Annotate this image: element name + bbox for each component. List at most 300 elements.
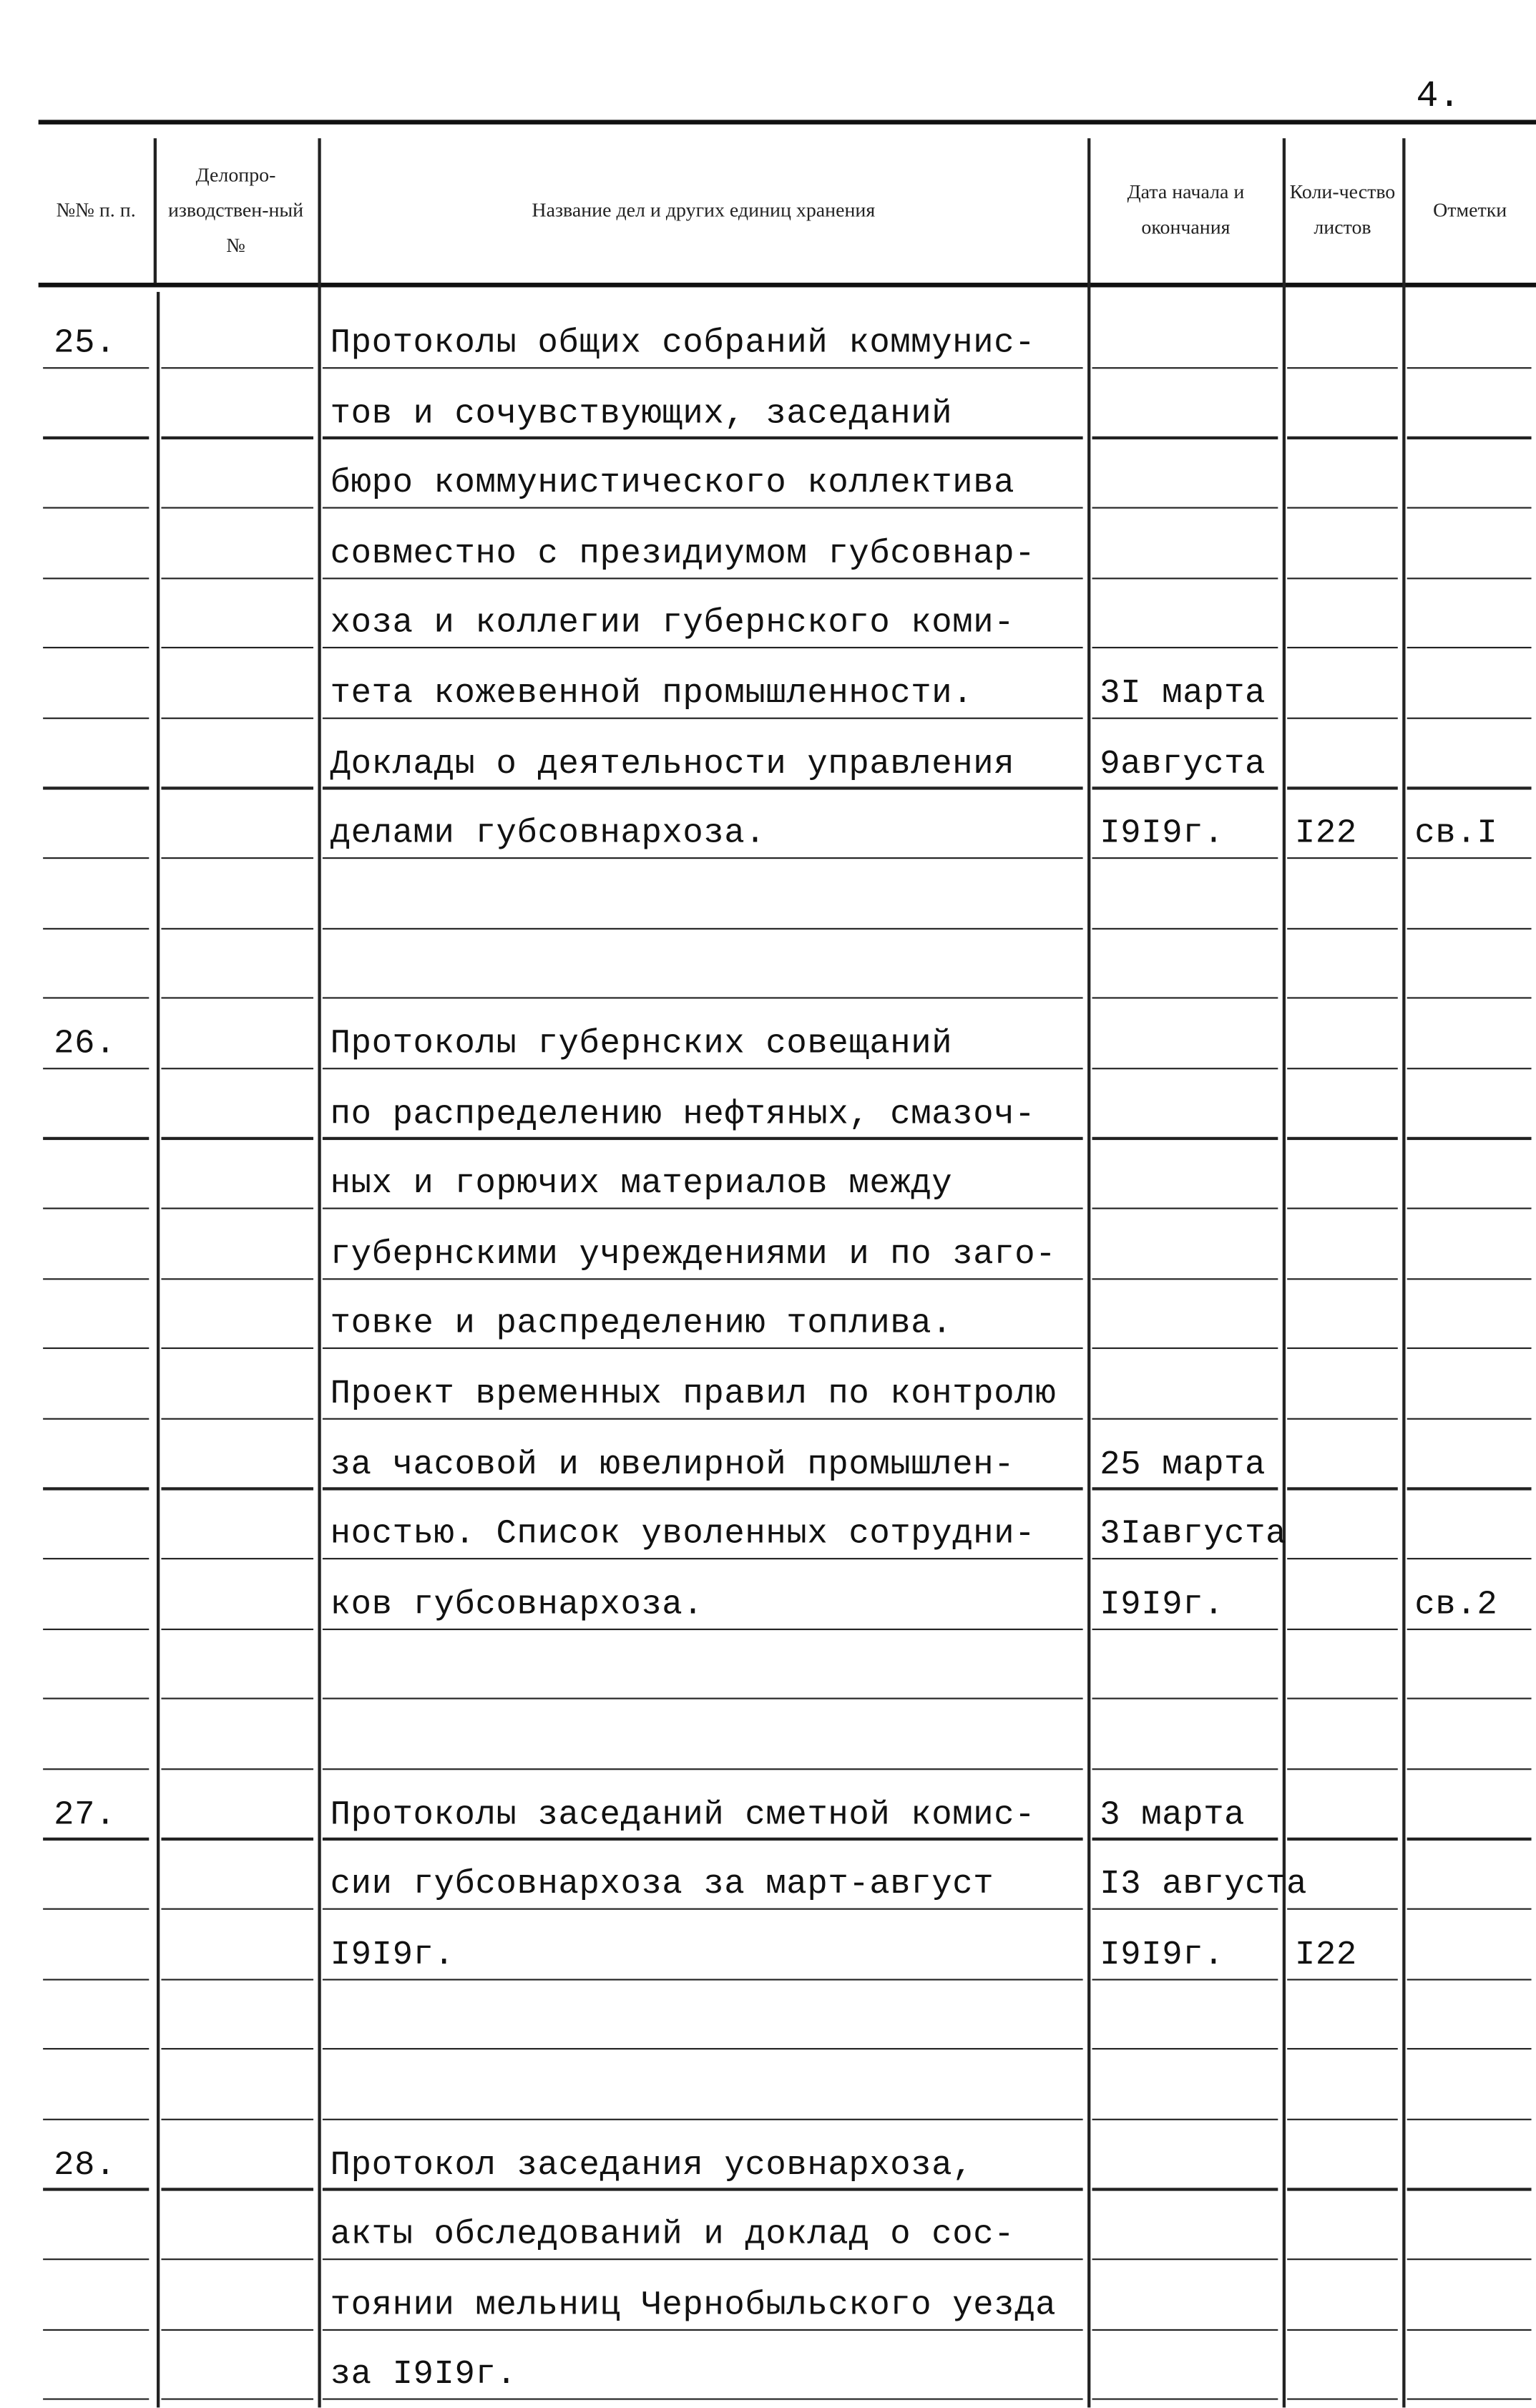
table-row xyxy=(0,862,1536,932)
cell-note xyxy=(1402,1002,1536,1073)
cell-number xyxy=(39,932,154,1003)
ruled-line xyxy=(1407,2118,1532,2120)
ruled-line xyxy=(1407,1558,1532,1560)
cell-number xyxy=(39,1913,154,1984)
ruled-line xyxy=(161,1488,313,1490)
ruled-line xyxy=(1287,1137,1398,1139)
ruled-line xyxy=(161,927,313,930)
cell-dates xyxy=(1087,1562,1283,1633)
ruled-line xyxy=(43,647,149,649)
cell-number xyxy=(39,1492,154,1563)
cell-number xyxy=(39,651,154,722)
cell-number xyxy=(39,1702,154,1773)
ruled-line xyxy=(43,2118,149,2120)
ruled-line xyxy=(161,717,313,719)
cell-sheets xyxy=(1283,2122,1402,2193)
entry-title-line: тоянии мельниц Чернобыльского уезда xyxy=(330,2286,1057,2324)
cell-dates xyxy=(1087,1072,1283,1143)
table-row xyxy=(0,1002,1536,1073)
cell-note xyxy=(1402,581,1536,652)
ruled-line xyxy=(323,2329,1083,2331)
entry-sheet-count: I22 xyxy=(1294,1935,1357,1974)
cell-dates xyxy=(1087,2193,1283,2263)
ruled-line xyxy=(1287,2048,1398,2050)
cell-number xyxy=(39,2263,154,2334)
table-row xyxy=(0,1072,1536,1143)
entry-title-line: акты обследований и доклад о сос- xyxy=(330,2216,1015,2255)
cell-dates xyxy=(1087,791,1283,862)
cell-note xyxy=(1402,1072,1536,1143)
ruled-line xyxy=(43,2329,149,2331)
cell-sheets xyxy=(1283,862,1402,932)
header-notes: Отметки xyxy=(1433,197,1507,221)
cell-office-number xyxy=(157,1562,318,1633)
ruled-line xyxy=(1092,577,1278,579)
cell-title xyxy=(318,581,1087,652)
cell-office-number xyxy=(157,791,318,862)
ruled-line xyxy=(1407,1277,1532,1279)
cell-dates xyxy=(1087,862,1283,932)
ruled-line xyxy=(323,1347,1083,1350)
cell-office-number xyxy=(157,2193,318,2263)
ruled-line xyxy=(43,437,149,439)
ruled-line xyxy=(161,1277,313,1279)
entry-title-line: ностью. Список уволенных сотрудни- xyxy=(330,1515,1036,1554)
ruled-line xyxy=(1287,2329,1398,2331)
entry-date: 3 марта xyxy=(1100,1795,1246,1834)
cell-sheets xyxy=(1283,1422,1402,1493)
table-row xyxy=(0,1843,1536,1914)
header-dates: Дата начала и окончания xyxy=(1127,180,1245,238)
cell-sheets xyxy=(1283,651,1402,722)
ruled-line xyxy=(1287,1488,1398,1490)
ruled-line xyxy=(1092,366,1278,369)
cell-title xyxy=(318,862,1087,932)
cell-number xyxy=(39,581,154,652)
cell-number xyxy=(39,1773,154,1843)
ruled-line xyxy=(1407,1768,1532,1770)
cell-office-number xyxy=(157,1282,318,1352)
cell-note xyxy=(1402,1562,1536,1633)
ruled-line xyxy=(1407,1698,1532,1700)
cell-office-number xyxy=(157,442,318,512)
header-number: №№ п. п. xyxy=(56,197,136,221)
cell-sheets xyxy=(1283,2263,1402,2334)
cell-sheets xyxy=(1283,1282,1402,1352)
cell-title xyxy=(318,932,1087,1003)
entry-title-line: Протокол заседания усовнархоза, xyxy=(330,2145,974,2185)
ruled-line xyxy=(43,1698,149,1700)
cell-note xyxy=(1402,2122,1536,2193)
ruled-line xyxy=(43,2399,149,2401)
cell-dates xyxy=(1087,371,1283,442)
ruled-line xyxy=(1287,2188,1398,2190)
ruled-line xyxy=(1092,2118,1278,2120)
ruled-line xyxy=(1287,927,1398,930)
ruled-line xyxy=(1407,2329,1532,2331)
ruled-line xyxy=(1287,577,1398,579)
cell-note xyxy=(1402,2333,1536,2404)
ruled-line xyxy=(161,577,313,579)
table-row xyxy=(0,1773,1536,1843)
cell-office-number xyxy=(157,651,318,722)
ruled-line xyxy=(43,366,149,369)
ruled-line xyxy=(1092,2329,1278,2331)
ruled-line xyxy=(1287,366,1398,369)
ruled-line xyxy=(1407,927,1532,930)
cell-dates xyxy=(1087,1913,1283,1984)
cell-dates xyxy=(1087,512,1283,582)
cell-dates xyxy=(1087,581,1283,652)
cell-title xyxy=(318,301,1087,372)
ruled-line xyxy=(161,2329,313,2331)
cell-sheets xyxy=(1283,791,1402,862)
entry-date: I3 августа xyxy=(1100,1865,1308,1904)
cell-dates xyxy=(1087,442,1283,512)
ruled-line xyxy=(1092,1068,1278,1070)
cell-note xyxy=(1402,371,1536,442)
ruled-line xyxy=(161,2118,313,2120)
ruled-line xyxy=(1092,1908,1278,1910)
cell-number xyxy=(39,1212,154,1283)
cell-dates xyxy=(1087,1773,1283,1843)
cell-office-number xyxy=(157,371,318,442)
ruled-line xyxy=(1407,717,1532,719)
cell-title xyxy=(318,1352,1087,1423)
ruled-line xyxy=(323,1628,1083,1630)
cell-sheets xyxy=(1283,581,1402,652)
cell-office-number xyxy=(157,1492,318,1563)
ruled-line xyxy=(1287,1908,1398,1910)
ruled-line xyxy=(1407,1978,1532,1980)
entry-title-line: тов и сочувствующих, заседаний xyxy=(330,394,953,433)
entry-title-line: Протоколы губернских совещаний xyxy=(330,1025,953,1063)
cell-sheets xyxy=(1283,721,1402,792)
cell-sheets xyxy=(1283,932,1402,1003)
cell-note xyxy=(1402,2263,1536,2334)
ruled-line xyxy=(1407,577,1532,579)
ruled-line xyxy=(1092,1207,1278,1209)
cell-number xyxy=(39,2333,154,2404)
cell-title xyxy=(318,512,1087,582)
cell-title xyxy=(318,651,1087,722)
cell-title xyxy=(318,1492,1087,1563)
ruled-line xyxy=(323,2118,1083,2120)
cell-dates xyxy=(1087,2052,1283,2123)
cell-office-number xyxy=(157,1702,318,1773)
cell-sheets xyxy=(1283,2052,1402,2123)
entry-title-line: бюро коммунистического коллектива xyxy=(330,464,1015,503)
cell-office-number xyxy=(157,932,318,1003)
cell-sheets xyxy=(1283,1212,1402,1283)
cell-sheets xyxy=(1283,1002,1402,1073)
cell-title xyxy=(318,1142,1087,1213)
cell-note xyxy=(1402,512,1536,582)
ruled-line xyxy=(1407,1068,1532,1070)
ruled-line xyxy=(323,1698,1083,1700)
ruled-line xyxy=(161,1207,313,1209)
cell-dates xyxy=(1087,651,1283,722)
cell-sheets xyxy=(1283,1142,1402,1213)
entry-note: св.I xyxy=(1414,814,1498,853)
cell-note xyxy=(1402,2052,1536,2123)
cell-note xyxy=(1402,1632,1536,1703)
cell-sheets xyxy=(1283,1773,1402,1843)
ruled-line xyxy=(1287,857,1398,859)
cell-dates xyxy=(1087,2122,1283,2193)
ruled-line xyxy=(1407,998,1532,1000)
cell-sheets xyxy=(1283,1072,1402,1143)
ruled-line xyxy=(161,366,313,369)
ruled-line xyxy=(1407,787,1532,789)
ruled-line xyxy=(323,437,1083,439)
cell-number xyxy=(39,1142,154,1213)
entry-date: I9I9г. xyxy=(1100,1585,1225,1624)
cell-note xyxy=(1402,721,1536,792)
ruled-line xyxy=(43,1068,149,1070)
cell-number xyxy=(39,1422,154,1493)
ruled-line xyxy=(1407,1137,1532,1139)
entry-title-line: по распределению нефтяных, смазоч- xyxy=(330,1094,1036,1134)
table-row xyxy=(0,1632,1536,1703)
ruled-line xyxy=(161,1418,313,1420)
entry-date: 25 марта xyxy=(1100,1445,1266,1484)
entry-title-line: Протоколы заседаний сметной комис- xyxy=(330,1795,1036,1834)
entry-number: 28. xyxy=(54,2145,117,2185)
ruled-line xyxy=(1092,1628,1278,1630)
ruled-line xyxy=(323,1277,1083,1279)
header-top-rule xyxy=(39,120,1536,124)
cell-note xyxy=(1402,1212,1536,1283)
ruled-line xyxy=(1407,1488,1532,1490)
cell-note xyxy=(1402,301,1536,372)
cell-note xyxy=(1402,2193,1536,2263)
table-row xyxy=(0,651,1536,722)
cell-dates xyxy=(1087,721,1283,792)
cell-office-number xyxy=(157,1982,318,2053)
entry-title-line: губернскими учреждениями и по заго- xyxy=(330,1234,1057,1274)
cell-title xyxy=(318,371,1087,442)
ruled-line xyxy=(1092,647,1278,649)
ruled-line xyxy=(323,2258,1083,2261)
cell-number xyxy=(39,1002,154,1073)
cell-dates xyxy=(1087,1422,1283,1493)
table-row xyxy=(0,932,1536,1003)
cell-sheets xyxy=(1283,1982,1402,2053)
ruled-line xyxy=(1407,1908,1532,1910)
ruled-line xyxy=(323,1768,1083,1770)
table-row xyxy=(0,1422,1536,1493)
ruled-line xyxy=(1287,998,1398,1000)
ruled-line xyxy=(323,1207,1083,1209)
ruled-line xyxy=(161,857,313,859)
cell-number xyxy=(39,2122,154,2193)
table-row xyxy=(0,1352,1536,1423)
ruled-line xyxy=(1092,998,1278,1000)
cell-note xyxy=(1402,791,1536,862)
ruled-line xyxy=(1407,857,1532,859)
table-row xyxy=(0,1282,1536,1352)
cell-dates xyxy=(1087,1492,1287,1563)
entry-title-line: Проект временных правил по контролю xyxy=(330,1375,1057,1414)
entry-number: 26. xyxy=(54,1025,117,1063)
cell-dates xyxy=(1087,1702,1283,1773)
cell-title xyxy=(318,442,1087,512)
ruled-line xyxy=(1092,1277,1278,1279)
cell-dates xyxy=(1087,1982,1283,2053)
table-row xyxy=(0,2122,1536,2193)
ruled-line xyxy=(1287,787,1398,789)
ruled-line xyxy=(1092,2258,1278,2261)
cell-note xyxy=(1402,1352,1536,1423)
cell-title xyxy=(318,2333,1087,2404)
cell-title xyxy=(318,1282,1087,1352)
cell-sheets xyxy=(1283,301,1402,372)
entry-number: 27. xyxy=(54,1795,117,1834)
ruled-line xyxy=(1407,2258,1532,2261)
table-row xyxy=(0,2193,1536,2263)
ruled-line xyxy=(323,1418,1083,1420)
ruled-line xyxy=(323,857,1083,859)
ruled-line xyxy=(1092,1978,1278,1980)
header-sheets: Коли-чество листов xyxy=(1289,180,1396,238)
ruled-line xyxy=(43,857,149,859)
ruled-line xyxy=(161,1068,313,1070)
ruled-line xyxy=(1407,2188,1532,2190)
cell-number xyxy=(39,721,154,792)
ruled-line xyxy=(1287,1207,1398,1209)
cell-office-number xyxy=(157,862,318,932)
cell-dates xyxy=(1087,1002,1283,1073)
cell-sheets xyxy=(1283,1352,1402,1423)
cell-dates xyxy=(1087,2263,1283,2334)
cell-sheets xyxy=(1283,442,1402,512)
ruled-line xyxy=(323,927,1083,930)
ruled-line xyxy=(323,998,1083,1000)
cell-title xyxy=(318,1212,1087,1283)
cell-note xyxy=(1402,862,1536,932)
cell-office-number xyxy=(157,1632,318,1703)
ruled-line xyxy=(323,717,1083,719)
ruled-line xyxy=(161,2048,313,2050)
ruled-line xyxy=(43,1418,149,1420)
cell-number xyxy=(39,371,154,442)
entry-title-line: I9I9г. xyxy=(330,1935,455,1974)
ruled-line xyxy=(43,2048,149,2050)
entry-date: 9августа xyxy=(1100,744,1266,784)
entry-title-line: делами губсовнархоза. xyxy=(330,814,766,853)
entry-title-line: за часовой и ювелирной промышлен- xyxy=(330,1445,1015,1484)
cell-number xyxy=(39,1843,154,1914)
cell-office-number xyxy=(157,1072,318,1143)
ruled-line xyxy=(161,647,313,649)
header-bottom-rule xyxy=(39,283,1536,287)
cell-title xyxy=(318,1773,1087,1843)
table-row xyxy=(0,1982,1536,2053)
ruled-line xyxy=(1287,1978,1398,1980)
ruled-line xyxy=(1092,927,1278,930)
ruled-line xyxy=(323,2188,1083,2190)
ruled-line xyxy=(161,1698,313,1700)
cell-note xyxy=(1402,1142,1536,1213)
entry-title-line: сии губсовнархоза за март-август xyxy=(330,1865,994,1904)
header-office-number: Делопро-изводствен-ный № xyxy=(167,162,304,256)
cell-dates xyxy=(1087,932,1283,1003)
ruled-line xyxy=(1407,1207,1532,1209)
cell-dates xyxy=(1087,1632,1283,1703)
table-row xyxy=(0,721,1536,792)
ruled-line xyxy=(161,998,313,1000)
ruled-line xyxy=(43,1558,149,1560)
cell-title xyxy=(318,791,1087,862)
table-row xyxy=(0,1492,1536,1563)
ruled-line xyxy=(1407,507,1532,509)
table-row xyxy=(0,1212,1536,1283)
cell-title xyxy=(318,1072,1087,1143)
ruled-line xyxy=(1287,1418,1398,1420)
ruled-line xyxy=(43,507,149,509)
entry-title-line: ков губсовнархоза. xyxy=(330,1585,704,1624)
ruled-line xyxy=(161,2258,313,2261)
cell-number xyxy=(39,301,154,372)
entry-note: св.2 xyxy=(1414,1585,1498,1624)
ruled-line xyxy=(161,1558,313,1560)
ruled-line xyxy=(1092,1347,1278,1350)
entry-title-line: Протоколы общих собраний коммунис- xyxy=(330,324,1036,363)
header-title: Название дел и других единиц хранения xyxy=(532,197,876,221)
cell-note xyxy=(1402,442,1536,512)
cell-title xyxy=(318,1002,1087,1073)
ruled-line xyxy=(1287,1068,1398,1070)
ruled-line xyxy=(323,2048,1083,2050)
ruled-line xyxy=(161,1768,313,1770)
ruled-line xyxy=(1407,2048,1532,2050)
ruled-line xyxy=(323,1558,1083,1560)
cell-sheets xyxy=(1283,512,1402,582)
table-row xyxy=(0,371,1536,442)
ruled-line xyxy=(43,927,149,930)
ruled-line xyxy=(1407,647,1532,649)
ruled-line xyxy=(161,1347,313,1350)
cell-office-number xyxy=(157,1843,318,1914)
cell-office-number xyxy=(157,2333,318,2404)
cell-office-number xyxy=(157,581,318,652)
ruled-line xyxy=(1287,647,1398,649)
ruled-line xyxy=(323,1908,1083,1910)
ruled-line xyxy=(1287,1698,1398,1700)
ruled-line xyxy=(161,2188,313,2190)
table-row xyxy=(0,2333,1536,2404)
entry-title-line: тета кожевенной промышленности. xyxy=(330,674,974,713)
ruled-line xyxy=(1287,2118,1398,2120)
ruled-line xyxy=(1092,857,1278,859)
table-row xyxy=(0,1702,1536,1773)
entry-sheet-count: I22 xyxy=(1294,814,1357,853)
entry-number: 25. xyxy=(54,324,117,363)
ruled-line xyxy=(1092,1698,1278,1700)
ruled-line xyxy=(43,1628,149,1630)
ruled-line xyxy=(323,787,1083,789)
table-row xyxy=(0,791,1536,862)
cell-dates xyxy=(1087,1142,1283,1213)
entry-title-line: ных и горючих материалов между xyxy=(330,1164,953,1204)
cell-note xyxy=(1402,1422,1536,1493)
cell-note xyxy=(1402,932,1536,1003)
cell-sheets xyxy=(1283,1913,1402,1984)
ruled-line xyxy=(1287,2258,1398,2261)
cell-title xyxy=(318,1632,1087,1703)
entry-date: 3I марта xyxy=(1100,674,1266,713)
